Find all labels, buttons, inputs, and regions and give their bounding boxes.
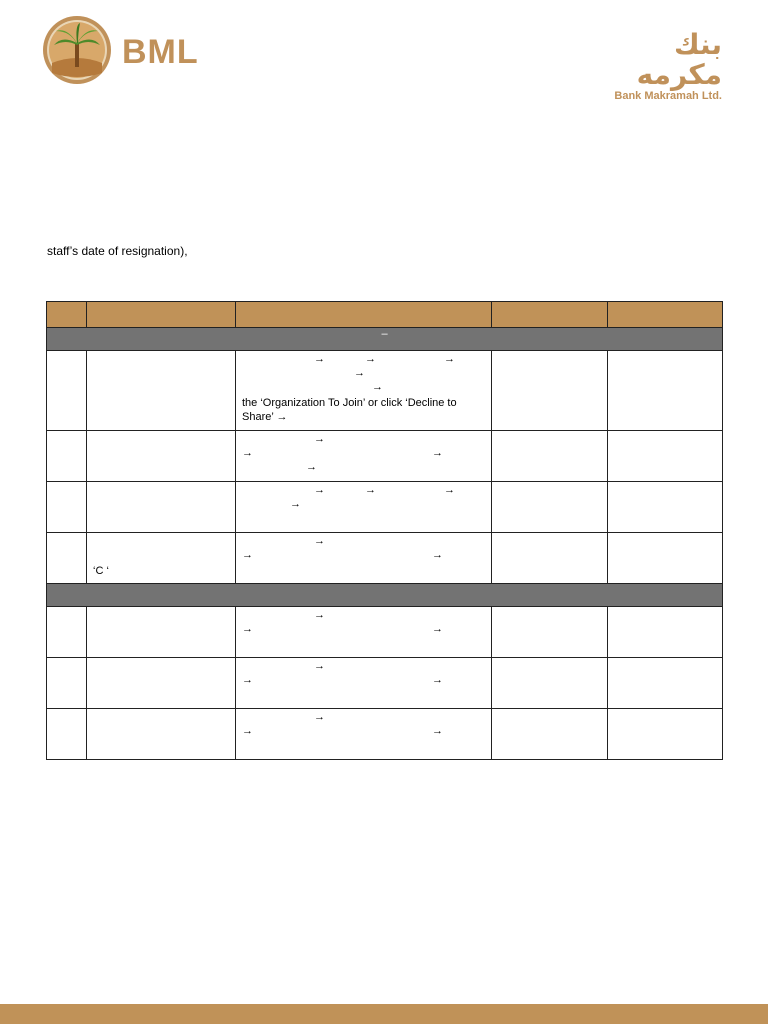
table-row [47, 482, 723, 533]
intro-text: staff’s date of resignation), [47, 244, 188, 258]
right-arrow-icon: → [314, 609, 325, 621]
section-label: – [47, 328, 723, 351]
section-label [47, 584, 723, 607]
table-row [47, 658, 723, 709]
right-arrow-icon: → [314, 484, 325, 496]
right-arrow-icon: → [314, 535, 325, 547]
steps-cell [236, 431, 492, 482]
right-arrow-icon: → [242, 674, 253, 686]
palm-tree-emblem-icon [42, 15, 112, 85]
right-arrow-icon: → [306, 461, 317, 473]
table-row [47, 351, 723, 431]
bml-logo [42, 15, 202, 85]
header-cell-owner [492, 302, 608, 328]
bank-makramah-logo [602, 28, 722, 102]
right-arrow-icon: → [354, 367, 365, 379]
section-row-2 [47, 584, 723, 607]
footer-bar [0, 1004, 768, 1024]
latin-wordmark: Bank Makramah Ltd. [614, 90, 722, 102]
right-arrow-icon: → [242, 447, 253, 459]
right-arrow-icon: → [242, 623, 253, 635]
right-arrow-icon: → [242, 549, 253, 561]
activity-text: ‘C ‘ [93, 565, 109, 577]
step-line: the ‘Organization To Join’ or click ‘Decline to [242, 397, 457, 409]
right-arrow-icon: → [314, 660, 325, 672]
arabic-wordmark: بنك مكرمه [636, 28, 722, 91]
steps-cell [236, 607, 492, 658]
table-row [47, 431, 723, 482]
right-arrow-icon: → [444, 353, 455, 365]
right-arrow-icon: → [290, 498, 301, 510]
right-arrow-icon: → [432, 623, 443, 635]
right-arrow-icon: → [372, 381, 383, 393]
right-arrow-icon: → [314, 353, 325, 365]
header-cell-remarks [608, 302, 723, 328]
table-row [47, 533, 723, 584]
steps-table [46, 301, 723, 760]
steps-cell [236, 709, 492, 760]
step-line: Share’ → [242, 411, 288, 423]
table-header-row [47, 302, 723, 328]
right-arrow-icon: → [314, 433, 325, 445]
logo-wordmark: BML [122, 33, 199, 71]
section-row-1 [47, 328, 723, 351]
steps-cell [236, 351, 492, 431]
right-arrow-icon: → [432, 674, 443, 686]
activity-cell [87, 533, 236, 584]
right-arrow-icon: → [432, 725, 443, 737]
right-arrow-icon: → [365, 484, 376, 496]
table-row [47, 607, 723, 658]
right-arrow-icon: → [432, 447, 443, 459]
header-cell-steps [236, 302, 492, 328]
right-arrow-icon: → [444, 484, 455, 496]
steps-cell [236, 482, 492, 533]
right-arrow-icon: → [242, 725, 253, 737]
steps-cell [236, 533, 492, 584]
right-arrow-icon: → [314, 711, 325, 723]
steps-cell [236, 658, 492, 709]
right-arrow-icon: → [365, 353, 376, 365]
right-arrow-icon: → [432, 549, 443, 561]
header-cell-no [47, 302, 87, 328]
table-row [47, 709, 723, 760]
header-cell-activity [87, 302, 236, 328]
